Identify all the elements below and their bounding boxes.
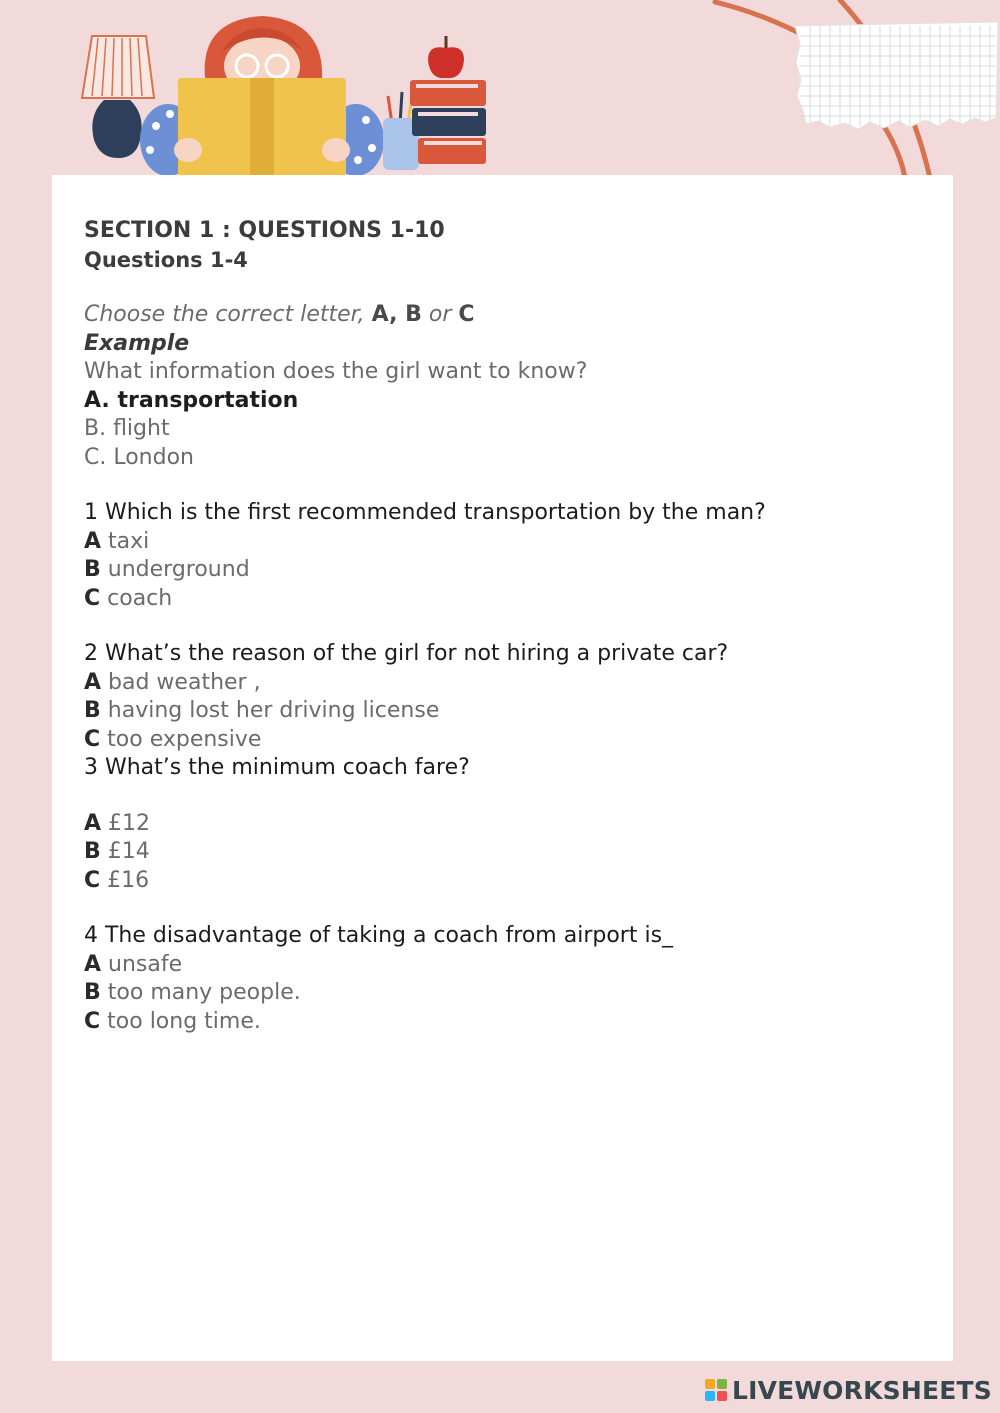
instructions-or: or: [421, 302, 459, 327]
question-1-option-b[interactable]: [84, 556, 921, 585]
option-letter: C: [84, 726, 101, 752]
option-letter: C: [84, 1008, 101, 1034]
header-illustration: [0, 0, 1000, 180]
option-text: £12: [101, 810, 151, 836]
books-with-apple-icon: [410, 36, 486, 164]
example-label: Example: [84, 330, 190, 356]
option-letter: B: [84, 557, 101, 582]
option-letter: B: [84, 839, 101, 864]
question-2: 2 What’s the reason of the girl for not hiring a private car?: [84, 641, 729, 666]
worksheet-paper: [52, 175, 953, 1361]
section-subtitle: Questions 1-4: [84, 247, 248, 272]
example-question: What information does the girl want to know?: [84, 359, 588, 384]
section-title: SECTION 1 : QUESTIONS 1-10: [84, 218, 445, 243]
option-letter: A: [84, 951, 102, 977]
liveworksheets-logo-text: LIVEWORKSHEETS: [731, 1375, 992, 1405]
option-text: unsafe: [101, 951, 183, 977]
liveworksheets-logo-icon: [704, 1378, 728, 1402]
option-text: too expensive: [100, 726, 262, 752]
question-3: 3 What’s the minimum coach fare?: [84, 755, 470, 780]
option-text: taxi: [101, 528, 150, 554]
question-3-option-a[interactable]: [84, 810, 921, 839]
worksheet-content: [84, 217, 921, 1036]
question-4-option-b[interactable]: [84, 979, 921, 1008]
option-letter: C: [84, 867, 101, 893]
question-3-option-c[interactable]: [84, 867, 921, 896]
option-letter: B: [84, 698, 101, 723]
option-letter: C: [84, 585, 101, 611]
example-option-a: A. transportation: [84, 387, 299, 413]
option-text: bad weather ,: [101, 669, 261, 695]
option-text: £14: [100, 839, 150, 864]
option-text: too many people.: [100, 980, 301, 1005]
question-4-option-c[interactable]: [84, 1008, 921, 1037]
instructions: [84, 301, 921, 330]
option-letter: A: [84, 669, 102, 695]
question-2-option-b[interactable]: [84, 697, 921, 726]
graph-paper-note: [795, 22, 998, 129]
question-1-option-a[interactable]: [84, 528, 921, 557]
example-option-c: C. London: [84, 444, 194, 470]
question-2-option-a[interactable]: [84, 669, 921, 698]
instructions-text: Choose the correct letter,: [84, 302, 372, 327]
option-text: too long time.: [100, 1008, 261, 1034]
question-1-option-c[interactable]: [84, 585, 921, 614]
question-4-option-a[interactable]: [84, 951, 921, 980]
question-3-option-b[interactable]: [84, 838, 921, 867]
option-text: having lost her driving license: [100, 698, 440, 723]
option-letter: A: [84, 528, 102, 554]
option-text: coach: [100, 585, 173, 611]
instructions-last-letter: C: [458, 302, 475, 327]
option-letter: A: [84, 810, 102, 836]
option-text: £16: [100, 867, 150, 893]
instructions-letters: A, B: [371, 302, 422, 327]
liveworksheets-logo[interactable]: [704, 1375, 992, 1405]
question-4: 4 The disadvantage of taking a coach from airport is_: [84, 923, 674, 948]
girl-reading-illustration: [140, 16, 384, 176]
question-2-option-c[interactable]: [84, 726, 921, 755]
example-option-b: B. flight: [84, 416, 170, 441]
option-letter: B: [84, 980, 101, 1005]
question-1: 1 Which is the first recommended transportation by the man?: [84, 500, 766, 525]
option-text: underground: [100, 557, 250, 582]
